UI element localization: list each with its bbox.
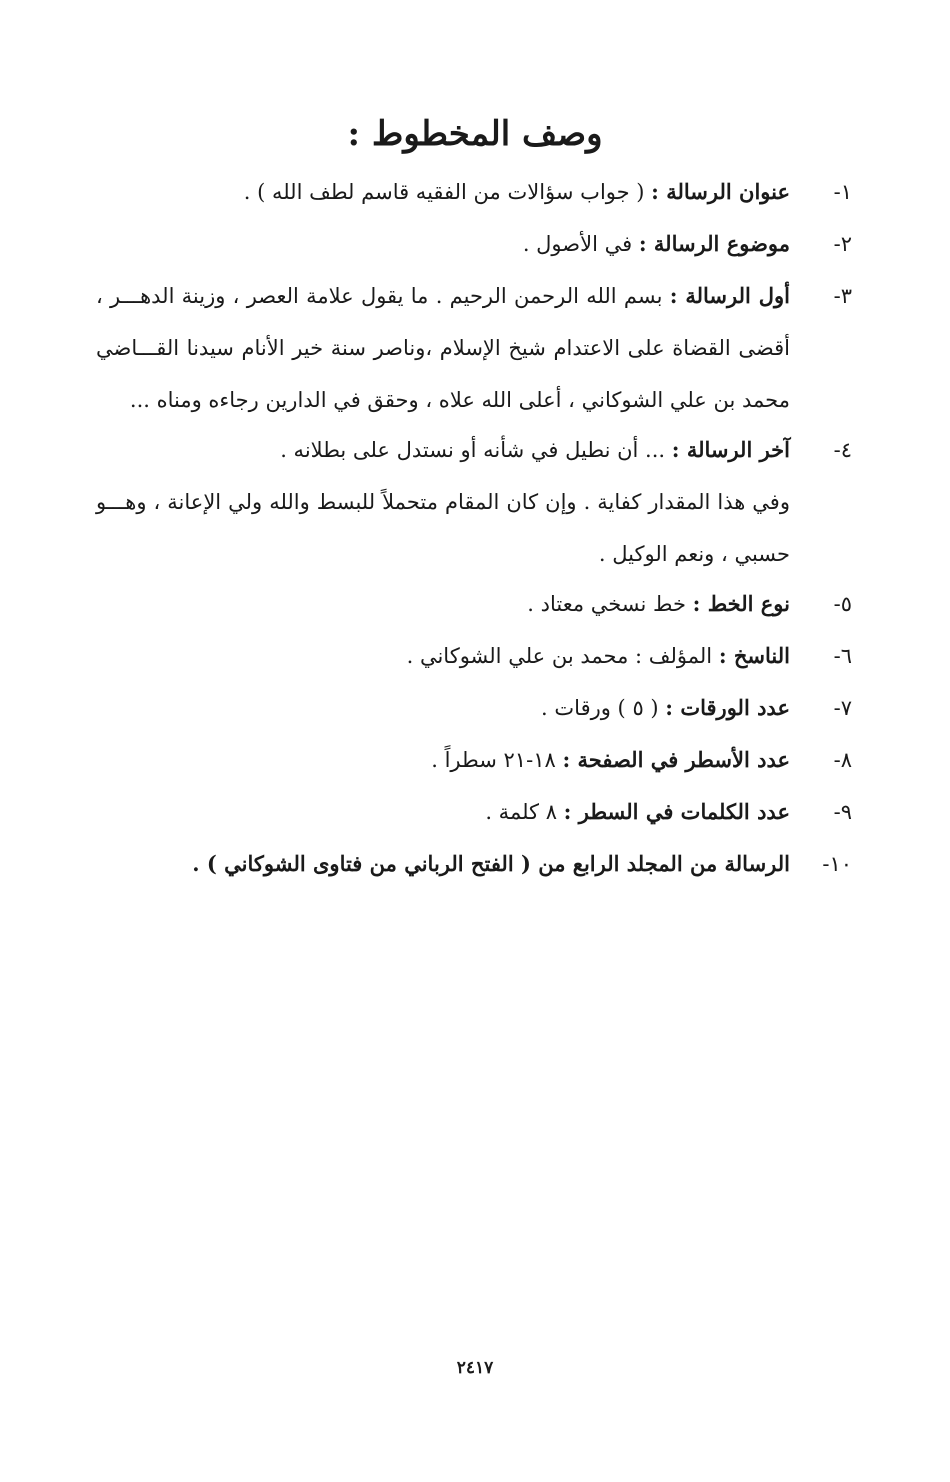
item-copyist [407,638,790,674]
item-value: في الأصول . [522,232,633,256]
item-ending [280,432,790,468]
item-continuation: حسبي ، ونعم الوكيل . [598,542,790,566]
item-value: خط نسخي معتاد . [527,592,686,616]
item-label: آخر الرسالة : [671,437,790,462]
item-value: ( جواب سؤالات من الفقيه قاسم لطف الله ) . [243,180,645,204]
item-number: ١٠- [822,852,852,876]
item-label: الناسخ : [718,643,790,668]
item-beginning [96,278,790,314]
item-words-per-line [485,794,790,830]
item-number: ٩- [833,800,852,824]
item-number: ٨- [833,748,852,772]
item-label: موضوع الرسالة : [638,231,790,256]
item-label: عنوان الرسالة : [651,179,790,204]
item-value: ( ٥ ) ورقات . [541,696,659,720]
item-number: ٧- [833,696,852,720]
item-value: ... أن نطيل في شأنه أو نستدل على بطلانه . [280,438,666,462]
item-label: عدد الورقات : [665,695,790,720]
item-label: الرسالة من المجلد الرابع من ( الفتح الرباني من فتاوى الشوكاني ) . [192,851,790,876]
item-title-of-treatise [244,174,790,210]
item-continuation: وفي هذا المقدار كفاية . وإن كان المقام متحملاً للبسط والله ولي الإعانة ، وهـــو [96,490,790,514]
item-number: ٦- [833,644,852,668]
item-value: ١٨-٢١ سطراً . [431,748,556,772]
item-value: بسم الله الرحمن الرحيم . ما يقول علامة العصر ، وزينة الدهـــر ، [96,284,663,308]
item-number: ٥- [833,592,852,616]
item-value: المؤلف : محمد بن علي الشوكاني . [406,644,713,668]
item-number: ٢- [833,232,852,256]
item-number: ٤- [833,438,852,462]
item-source-volume [192,846,790,882]
item-label: نوع الخط : [692,591,790,616]
item-folio-count [541,690,790,726]
item-value: ٨ كلمة . [485,800,557,824]
page-number: ٢٤١٧ [456,1358,494,1378]
item-continuation: محمد بن علي الشوكاني ، أعلى الله علاه ، وحقق في الدارين رجاءه ومناه ... [129,388,790,412]
item-lines-per-page [431,742,790,778]
item-number: ٣- [833,284,852,308]
item-subject [523,226,790,262]
item-continuation: أقضى القضاة على الاعتدام شيخ الإسلام ،وناصر سنة خير الأنام سيدنا القـــاضي [96,336,790,360]
item-label: أول الرسالة : [669,283,790,308]
page-title: وصف المخطوط : [347,114,603,154]
item-label: عدد الأسطر في الصفحة : [562,747,790,772]
item-script-type [527,586,790,622]
item-number: ١- [833,180,852,204]
item-label: عدد الكلمات في السطر : [563,799,790,824]
